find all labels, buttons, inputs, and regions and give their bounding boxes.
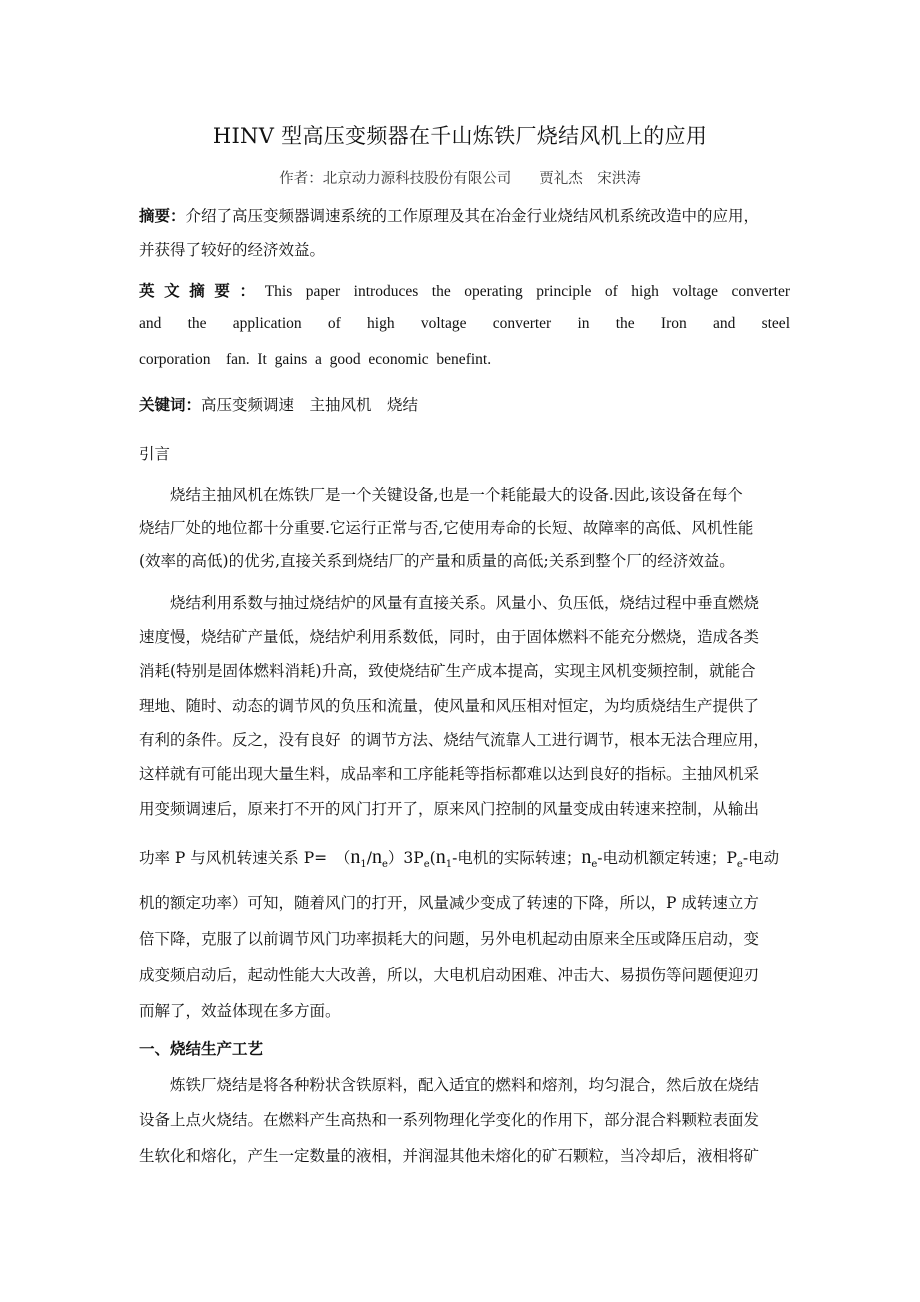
formula-ne-sub: e <box>382 859 388 871</box>
keywords-line <box>139 393 790 415</box>
section-1-p1-line-1: 炼铁厂烧结是将各种粉状含铁原料，配入适宜的燃料和熔剂，均匀混合，然后放在烧结 <box>170 1076 760 1094</box>
intro-p2-tail-1: 机的额定功率）可知，随着风门的打开，风量减少变成了转速的下降，所以，P 成转速立方 <box>139 894 759 912</box>
formula-part-a: 功率 P 与风机转速关系 P= （ <box>139 849 351 867</box>
author-label: 作者： <box>279 171 323 187</box>
formula-n1: n <box>350 846 361 868</box>
intro-p2-line-5: 有利的条件。反之，没有良好 的调节方法、烧结气流靠人工进行调节，根本无法合理应用， <box>139 731 769 749</box>
keywords-text: 高压变频调速 主抽风机 烧结 <box>201 396 419 414</box>
intro-p2-line-3: 消耗(特别是固体燃料消耗)升高，致使烧结矿生产成本提高，实现主风机变频控制，就能合 <box>139 662 756 680</box>
formula-line <box>139 846 790 870</box>
section-1-p1-line-3: 生软化和熔化，产生一定数量的液相，并润湿其他未熔化的矿石颗粒，当冷却后，液相将矿 <box>139 1147 760 1165</box>
section-1-p1-line-2: 设备上点火烧结。在燃料产生高热和一系列物理化学变化的作用下，部分混合料颗粒表面发 <box>139 1111 760 1129</box>
intro-p2-line-1: 烧结利用系数与抽过烧结炉的风量有直接关系。风量小、负压低，烧结过程中垂直燃烧 <box>170 594 760 612</box>
intro-p2-tail-3: 成变频启动后，起动性能大大改善，所以，大电机启动困难、冲击大、易损伤等问题便迎刃 <box>139 966 760 984</box>
formula-n2-sub: 1 <box>445 859 453 871</box>
keywords-label: 关键词： <box>139 395 202 414</box>
english-abstract-label: 英文摘要： <box>139 281 265 300</box>
intro-p2-line-6: 这样就有可能出现大量生料，成品率和工序能耗等指标都难以达到良好的指标。主抽风机采 <box>139 765 760 783</box>
abstract-label: 摘要： <box>139 206 186 225</box>
formula-part-e: -电动机额定转速；P <box>597 849 737 867</box>
formula-n2: n <box>435 846 446 868</box>
abstract-line-2: 并获得了较好的经济效益。 <box>139 241 326 259</box>
formula-part-d: -电机的实际转速； <box>452 849 582 867</box>
byline <box>0 167 920 188</box>
intro-p2-tail-4: 而解了，效益体现在多方面。 <box>139 1002 341 1020</box>
intro-p1-line-2: 烧结厂处的地位都十分重要.它运行正常与否,它使用寿命的长短、故障率的高低、风机性能 <box>139 519 754 537</box>
author-names: 贾礼杰 宋洪涛 <box>539 171 641 187</box>
formula-part-b: ）3P <box>387 849 424 867</box>
formula-part-f: -电动 <box>742 849 780 867</box>
formula-pe-sub: e <box>423 859 430 871</box>
formula-n3-sub: e <box>591 859 598 871</box>
formula-slash: / <box>366 849 372 867</box>
formula-part-c: ( <box>429 849 436 867</box>
intro-p1-line-1: 烧结主抽风机在炼铁厂是一个关键设备,也是一个耗能最大的设备.因此,该设备在每个 <box>170 486 743 504</box>
intro-p2-line-2: 速度慢，烧结矿产量低，烧结炉利用系数低，同时，由于固体燃料不能充分燃烧，造成各类 <box>139 628 760 646</box>
intro-p2-tail-2: 倍下降，克服了以前调节风门功率损耗大的问题，另外电机起动由原来全压或降压启动，变 <box>139 930 760 948</box>
section-1-heading: 一、烧结生产工艺 <box>139 1039 264 1058</box>
formula-n1-sub: 1 <box>360 859 367 871</box>
author-company: 北京动力源科技股份有限公司 <box>322 171 512 187</box>
intro-heading: 引言 <box>139 445 171 463</box>
abstract-text-1: 介绍了高压变频器调速系统的工作原理及其在冶金行业烧结风机系统改造中的应用， <box>185 207 760 225</box>
formula-n3: n <box>581 846 592 868</box>
document-title: HINV 型高压变频器在千山炼铁厂烧结风机上的应用 <box>212 124 708 148</box>
intro-p2-line-7: 用变频调速后，原来打不开的风门打开了，原来风门控制的风量变成由转速来控制，从输出 <box>139 800 760 818</box>
english-abstract-line-3: corporation fan. It gains a good economic benefint. <box>139 351 492 368</box>
english-abstract-line-2: and the application of high voltage converter in the Iron and steel <box>139 315 790 332</box>
intro-p1-line-3: (效率的高低)的优劣,直接关系到烧结厂的产量和质量的高低;关系到整个厂的经济效益。 <box>139 552 735 570</box>
formula-pe2-sub: e <box>736 859 743 871</box>
english-abstract-text-1: This paper introduces the operating principle of high voltage converter <box>264 283 790 300</box>
english-abstract-line-1 <box>139 279 790 301</box>
intro-p2-line-4: 理地、随时、动态的调节风的负压和流量，使风量和风压相对恒定，为均质烧结生产提供了 <box>139 697 760 715</box>
abstract-line-1 <box>139 204 790 226</box>
formula-ne: n <box>372 846 382 868</box>
